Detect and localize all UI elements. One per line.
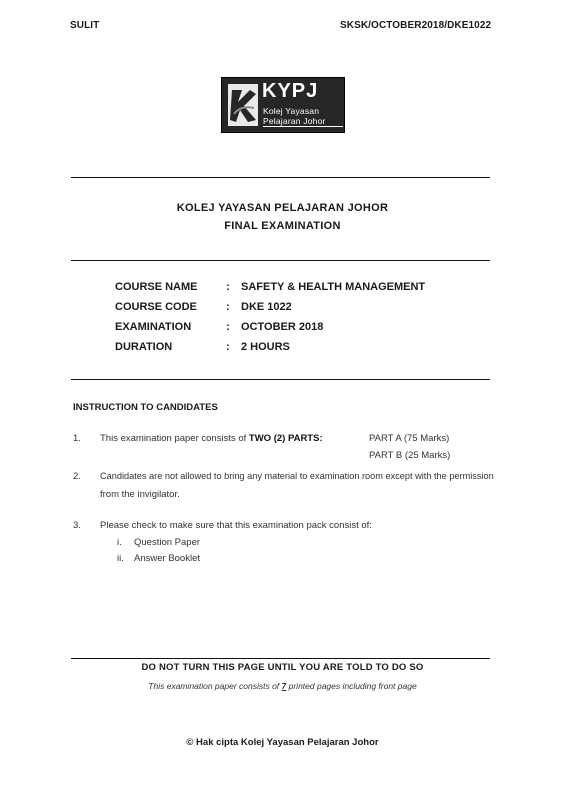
subitem-marker: ii. [117,553,124,564]
info-colon: : [226,301,230,313]
part-b-marks: PART B (25 Marks) [369,450,451,461]
info-colon: : [226,321,230,333]
instruction-1-text [100,433,323,444]
instruction-1-bold: TWO (2) PARTS [248,433,320,444]
course-name-label: COURSE NAME [115,281,198,293]
institution-name: KOLEJ YAYASAN PELAJARAN JOHOR [176,202,389,214]
duration-value: 2 HOURS [241,341,290,353]
exam-title: FINAL EXAMINATION [224,220,341,232]
examination-value: OCTOBER 2018 [241,321,324,333]
divider-bottom [71,379,490,380]
instruction-2-line-2: from the invigilator. [100,489,180,500]
instruction-2-line-1: Candidates are not allowed to bring any material to examination room except with the permission [100,471,494,481]
instruction-1-pre: This examination paper consists of [100,433,249,444]
header-ref-code: SKSK/OCTOBER2018/DKE1022 [340,20,492,31]
logo-mark-icon [228,84,258,126]
part-a-marks: PART A (75 Marks) [369,433,450,444]
page-count-number: 7 [281,681,287,691]
divider-middle [71,260,490,261]
page-count-note [0,681,565,691]
page-count-post: printed pages including front page [286,681,417,691]
course-name-value: SAFETY & HEALTH MANAGEMENT [241,281,426,293]
divider-top [71,177,490,178]
instruction-3-line-1: Please check to make sure that this examination pack consist of: [100,520,372,531]
info-colon: : [226,341,230,353]
duration-label: DURATION [115,341,173,353]
instruction-1-post: : [319,433,323,444]
logo-line-1: Kolej Yayasan [263,106,320,116]
header-left-label: SULIT [70,20,100,31]
item-number: 3. [73,520,81,531]
instructions-heading: INSTRUCTION TO CANDIDATES [73,402,218,413]
item-number: 1. [73,433,81,444]
course-code-label: COURSE CODE [115,301,197,313]
page-count-pre: This examination paper consists of [148,681,282,691]
subitem-question-paper: Question Paper [134,537,201,548]
examination-label: EXAMINATION [115,321,192,333]
logo-title: KYPJ [262,80,319,102]
logo-line-2: Pelajaran Johor [263,116,343,127]
item-number: 2. [73,471,81,482]
kypj-logo [221,77,345,133]
do-not-turn-warning: DO NOT TURN THIS PAGE UNTIL YOU ARE TOLD TO DO SO [141,662,424,673]
info-colon: : [226,281,230,293]
course-code-value: DKE 1022 [241,301,292,313]
subitem-marker: i. [117,537,122,548]
divider-footer [71,658,490,659]
copyright-notice: © Hak cipta Kolej Yayasan Pelajaran Johor [186,737,379,748]
subitem-answer-booklet: Answer Booklet [134,553,201,564]
